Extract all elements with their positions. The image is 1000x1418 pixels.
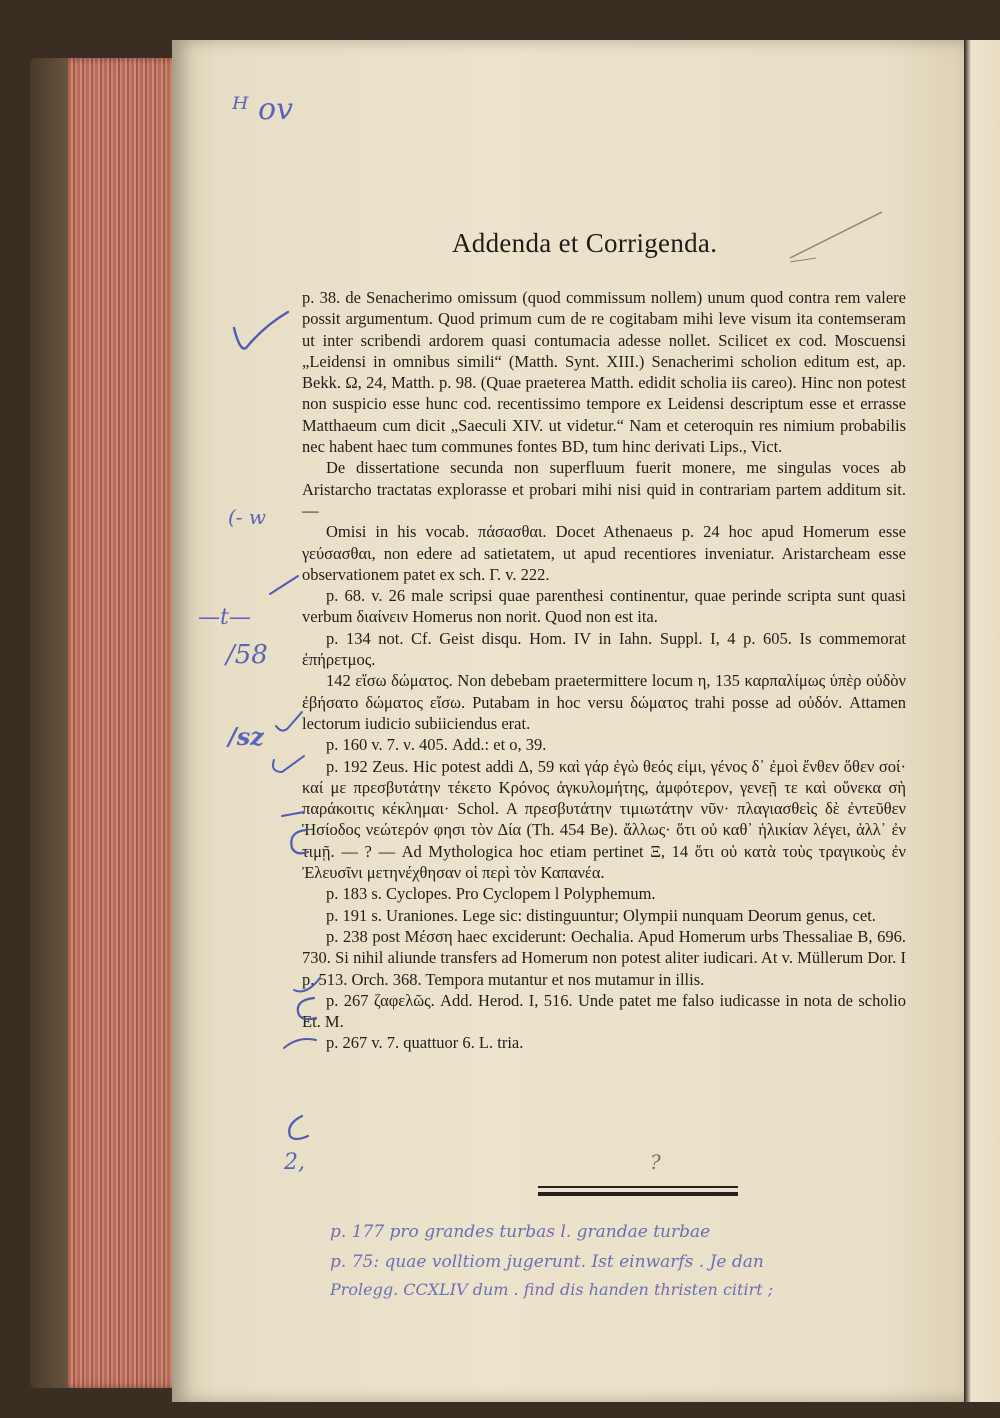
closing-rule-thick [538, 1192, 738, 1196]
paragraph-1: p. 38. de Senacherimo omissum (quod commissum nollem) unum quod contra rem valere possit argumentum. Quod primum cum de re cogitabam mihi leve visum ita contemseram ut inter scribendi ardorem quasi contumacia adesse nollet. Scilicet ex cod. Moscuensi „Leidensi in omnibus simili“ (Matth. Synt. XIII.) Senacherimi scholion editum est, ap. Bekk. Ω, 24, Matth. p. 98. (Quae praeterea Matth. edidit scholia iis careo). Hinc non potest non suspicio esse hunc cod. recentissimo tempore ex Leidensi descriptum esse et errasse Matthaeum cum dicit „Saeculi XIV. ut videtur.“ Nam et ceteroquin res nimium probabilis nec habent haec tum communes fontes BD, tum hinc derivati Lips., Vict. [302, 288, 906, 457]
page-edges [68, 58, 180, 1388]
paragraph-7: p. 160 v. 7. ν. 405. Add.: et ο, 39. [326, 735, 547, 755]
paragraph-3: Omisi in his vocab. πάσασθαι. Docet Athenaeus p. 24 hoc apud Homerum esse γεύσασθαι, non edere ad satietatem, ut apud recentiores inveniatur. Aristarcheam esse observationem patet ex sch. Γ. v. 222. [302, 522, 906, 584]
page-title: Addenda et Corrigenda. [452, 228, 718, 258]
paragraph-8: p. 192 Zeus. Hic potest addi Δ, 59 καὶ γάρ ἐγὼ θεός εἰμι, γένος δ᾽ ἐμοὶ ἔνθεν ὅθεν σοί· καί με πρεσβυτάτην τέκετο Κρόνος ἀγκυλομήτης, ἀμφότερον, γενεῇ τε καὶ οὕνεκα σὴ παράκοιτις κέκλημαι· Schol. A πρεσβυτάτην τιμιωτάτην νῦν· πλαγιασθεὶς δὲ ἐντεῦθεν Ἡσίοδος νεώτερόν φησι τὸν Δία (Th. 454 Be). ἄλλως· ὅτι οὐ καθ᾽ ἡλικίαν λέγει, ἀλλ᾽ ἐν τιμῇ. — ? — Ad Mythologica hoc etiam pertinet Ξ, 14 ὅτι οὐ κατὰ τοὺς τραγικοὺς ἐν Ἐλευσῖνι μετηνέχθησαν οἱ περὶ τὸν Καπανέα. [302, 756, 906, 883]
paragraph-13: p. 267 v. 7. quattuor 6. L. tria. [326, 1033, 524, 1053]
margin-note-a: (- w [228, 505, 267, 529]
margin-note-c: /58 [226, 640, 268, 670]
margin-note-b: —t— [198, 605, 251, 630]
margin-note-f: ? [650, 1150, 661, 1174]
paragraph-12: p. 267 ζαφελῶς. Add. Herod. I, 516. Unde patet me falso iudicasse in nota de scholio Et. M. [302, 990, 906, 1032]
paragraph-9: p. 183 s. Cyclopes. Pro Cyclopem l Polyphemum. [326, 884, 656, 904]
handwritten-note-line-1: p. 177 pro grandes turbas l. grandae turbae [330, 1222, 711, 1242]
margin-note-d: /sz [228, 722, 264, 751]
margin-check-mark-8 [290, 992, 324, 1024]
margin-check-mark-6 [284, 822, 314, 862]
handwritten-note-line-3: Prolegg. CCXLIV dum . find dis handen thristen citirt ; [330, 1280, 774, 1299]
margin-check-mark-9 [280, 1032, 320, 1058]
corner-handwritten-mark: ᴴ ov [232, 92, 294, 127]
paragraph-6: 142 εἴσω δώματος. Non debebam praetermittere locum η, 135 καρπαλίμως ὑπὲρ οὐδὸν ἐβήσατο δώματος εἴσω. Putabam in hoc versu δώματος trahi posse ad οὐδόν. Attamen lectorum iudicio subiiciendus erat. [302, 671, 906, 733]
margin-check-mark-3 [272, 706, 306, 736]
margin-note-e: 2, [284, 1150, 305, 1175]
pencil-slash-mark [786, 206, 886, 266]
handwritten-note-line-2: p. 75: quae volltiom jugerunt. Ist einwarfs . Je dan [330, 1252, 764, 1272]
margin-check-mark-2 [266, 572, 302, 602]
paragraph-4: p. 68. v. 26 male scripsi quae parenthesi continentur, quae perinde scripta sunt quasi verbum διαίνειν Homerus non norit. Quod non est ita. [302, 586, 906, 627]
facing-page [964, 40, 1000, 1402]
paragraph-5: p. 134 not. Cf. Geist disqu. Hom. IV in Iahn. Suppl. I, 4 p. 605. Is commemorat ἐπήρετμος. [302, 628, 906, 670]
main-text [302, 287, 906, 1054]
paragraph-2: De dissertatione secunda non superfluum fuerit monere, me singulas voces ab Aristarcho tractatas explorasse et probari mihi nisi quid in contrariam partem additum sit. — [302, 458, 906, 520]
margin-check-mark-10 [282, 1112, 314, 1144]
paragraph-11: p. 238 post Μέσση haec exciderunt: Oechalia. Apud Homerum urbs Thessaliae B, 696. 730. Si nihil aliunde transfers ad Homerum non potest aliter iudicari. At v. Müllerum Dor. I p. 513. Orch. 368. Tempora mutantur et nos mutamur in illis. [302, 926, 906, 989]
closing-rule-thin [538, 1186, 738, 1188]
paragraph-10: p. 191 s. Uraniones. Lege sic: distinguuntur; Olympii nunquam Deorum genus, cet. [326, 905, 876, 925]
margin-check-mark-4 [268, 750, 308, 780]
margin-check-mark-1 [228, 308, 292, 356]
